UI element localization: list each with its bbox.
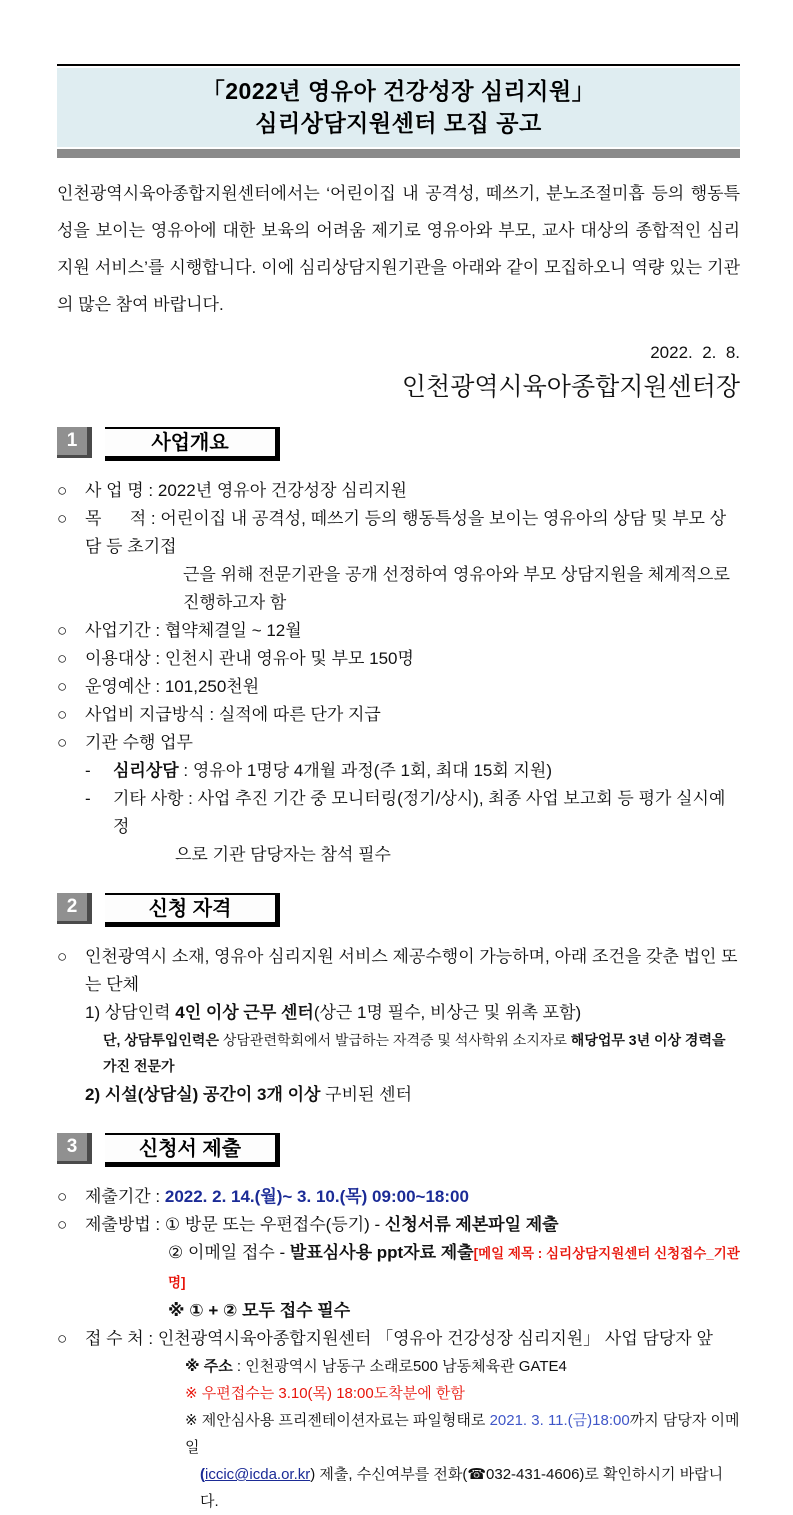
list-item: [57, 477, 740, 505]
note-bold2: 해당업무 3년 이상 경력을 가진 전문가: [103, 1032, 730, 1074]
list-item: [57, 617, 740, 645]
list-item: [57, 841, 740, 869]
list-item: [57, 561, 740, 617]
list-item: [57, 729, 740, 757]
list-item: [57, 1353, 740, 1380]
list-item: [57, 1081, 740, 1109]
submission-ppt-note: [185, 1407, 740, 1461]
method-pre: 제출방법 : ① 방문 또는 우편접수(등기) -: [85, 1215, 385, 1234]
list-item: [57, 1461, 740, 1515]
item1-bold: 4인 이상 근무 센터: [175, 1003, 314, 1022]
circle-bullet: ○: [57, 1329, 68, 1348]
page-title-line2: 심리상담지원센터 모집 공고: [255, 110, 542, 136]
submission-address: [185, 1353, 567, 1380]
method2-mail-subject: [메일 제목 : 심리상담지원센터 신청접수_기관명]: [168, 1246, 740, 1290]
list-item: [57, 1211, 740, 1239]
circle-bullet: ○: [57, 677, 68, 696]
circle-bullet: ○: [57, 733, 68, 752]
email-link[interactable]: iccic@icda.or.kr: [205, 1466, 311, 1483]
item2-pre: 2): [85, 1085, 105, 1104]
section-number-badge: 2: [57, 893, 92, 924]
section-title: 신청서 제출: [105, 1133, 280, 1167]
task1-rest: : 영유아 1명당 4개월 과정(주 1회, 최대 15회 지원): [178, 761, 553, 780]
note-mid: 상담관련학회에서 발급하는 자격증 및 석사학위 소지자로: [218, 1032, 571, 1048]
note-bold1: 상담투입인력은: [124, 1032, 219, 1048]
page-title-line1: 「2022년 영유아 건강성장 심리지원」: [201, 78, 596, 104]
eligibility-item2: [85, 1081, 412, 1109]
task1-label: 심리상담: [113, 761, 179, 780]
addr-bold: 주소: [203, 1358, 233, 1375]
circle-bullet: ○: [57, 621, 68, 640]
list-item: [57, 701, 740, 729]
title-underbar: [57, 149, 740, 158]
circle-bullet: ○: [57, 1215, 68, 1234]
ppt-deadline: 2021. 3. 11.(금)18:00: [489, 1412, 630, 1429]
list-item: [57, 999, 740, 1027]
item1-pre: 1) 상담인력: [85, 1003, 176, 1022]
section-header-submission: [57, 1133, 740, 1167]
eligibility-note: [103, 1027, 740, 1079]
list-item: [57, 505, 740, 561]
submission-method1: [85, 1211, 559, 1239]
document-date: 2022. 2. 8.: [650, 343, 740, 362]
list-item: [57, 1239, 740, 1297]
list-item: [57, 1297, 740, 1325]
overview-name: 사 업 명 : 2022년 영유아 건강성장 심리지원: [85, 481, 407, 500]
submission-email-line: [200, 1461, 740, 1515]
method-bold: 신청서류 제본파일 제출: [384, 1215, 559, 1234]
overview-task2-wrap: 으로 기관 담당자는 참석 필수: [175, 845, 391, 864]
eligibility-item1: [85, 999, 581, 1027]
email-open-paren: (: [200, 1466, 205, 1483]
section-header-eligibility: [57, 893, 740, 927]
dash-bullet: -: [85, 789, 91, 808]
method2-bold: 발표심사용 ppt자료 제출: [289, 1243, 474, 1262]
submission-destination: 접 수 처 : 인천광역시육아종합지원센터 「영유아 건강성장 심리지원」 사업 담당자 앞: [85, 1329, 713, 1348]
list-item: [57, 1183, 740, 1211]
circle-bullet: ○: [57, 947, 68, 966]
list-item: [57, 1407, 740, 1461]
list-item: [57, 1027, 740, 1079]
submission-method3: ※ ① + ② 모두 접수 필수: [168, 1301, 351, 1320]
period-value: 2022. 2. 14.(월)~ 3. 10.(목) 09:00~18:00: [164, 1187, 469, 1206]
addr-post: : 인천광역시 남동구 소래로500 남동체육관 GATE4: [232, 1358, 567, 1375]
title-banner: [57, 68, 740, 147]
section-number-badge: 1: [57, 427, 92, 458]
email-close-text: ) 제출, 수신여부를 전화(☎032-431-4606)로 확인하시기 바랍니다.: [200, 1466, 724, 1510]
eligibility-intro: 인천광역시 소재, 영유아 심리지원 서비스 제공수행이 가능하며, 아래 조건을 갖춘 법인 또는 단체: [85, 947, 738, 994]
ppt-post: 까지 담당자 이메일: [185, 1412, 740, 1456]
circle-bullet: ○: [57, 509, 68, 528]
circle-bullet: ○: [57, 1187, 68, 1206]
document-signer: 인천광역시육아종합지원센터장: [401, 373, 740, 401]
section-number-badge: 3: [57, 1133, 92, 1164]
section-header-overview: [57, 427, 740, 461]
circle-bullet: ○: [57, 481, 68, 500]
item1-post: (상근 1명 필수, 비상근 및 위촉 포함): [313, 1003, 582, 1022]
overview-purpose-wrap: 근을 위해 전문기관을 공개 선정하여 영유아와 부모 상담지원을 체계적으로 진행하고자 함: [183, 565, 735, 612]
list-item: [57, 943, 740, 999]
item2-bold: 시설(상담실) 공간이 3개 이상: [104, 1085, 321, 1104]
intro-paragraph: 인천광역시육아종합지원센터에서는 ‘어린이집 내 공격성, 떼쓰기, 분노조절미흡 등의 행동특성을 보이는 영유아에 대한 보육의 어려움 제기로 영유아와 부모, 교사 대상의 종합적인 심리 지원 서비스’를 시행합니다. 이에 심리상담지원기관을 아래와 같이 모집하오니 역량 있는 기관의 많은 참여 바랍니다.: [57, 184, 740, 314]
overview-target: 이용대상 : 인천시 관내 영유아 및 부모 150명: [85, 649, 414, 668]
list-item: [57, 1325, 740, 1353]
period-label: 제출기간 :: [85, 1187, 165, 1206]
submission-period: [85, 1183, 469, 1211]
list-item: [57, 757, 740, 785]
section-title: 신청 자격: [105, 893, 280, 927]
note-pre: 단,: [103, 1032, 125, 1048]
item2-post: 구비된 센터: [320, 1085, 412, 1104]
circle-bullet: ○: [57, 705, 68, 724]
addr-pre: ※: [185, 1358, 204, 1375]
list-item: [57, 785, 740, 841]
overview-purpose: 목 적 : 어린이집 내 공격성, 떼쓰기 등의 행동특성을 보이는 영유아의 상담 및 부모 상담 등 초기접: [85, 509, 727, 556]
overview-tasks: 기관 수행 업무: [85, 733, 193, 752]
circle-bullet: ○: [57, 649, 68, 668]
overview-period: 사업기간 : 협약체결일 ~ 12월: [85, 621, 302, 640]
overview-payment: 사업비 지급방식 : 실적에 따른 단가 지급: [85, 705, 381, 724]
overview-task1: [113, 757, 552, 785]
overview-budget: 운영예산 : 101,250천원: [85, 677, 260, 696]
list-item: [57, 645, 740, 673]
method2-pre: ② 이메일 접수 -: [168, 1243, 290, 1262]
ppt-pre: ※ 제안심사용 프리젠테이션자료는 파일형태로: [185, 1412, 490, 1429]
list-item: [57, 1380, 740, 1407]
list-item: [57, 673, 740, 701]
section-title: 사업개요: [105, 427, 280, 461]
submission-mail-note: ※ 우편접수는 3.10(목) 18:00도착분에 한함: [185, 1385, 465, 1402]
overview-task2: 기타 사항 : 사업 추진 기간 중 모니터링(정기/상시), 최종 사업 보고회 등 평가 실시예정: [113, 789, 726, 836]
dash-bullet: -: [85, 761, 91, 780]
submission-method2: [168, 1239, 740, 1297]
